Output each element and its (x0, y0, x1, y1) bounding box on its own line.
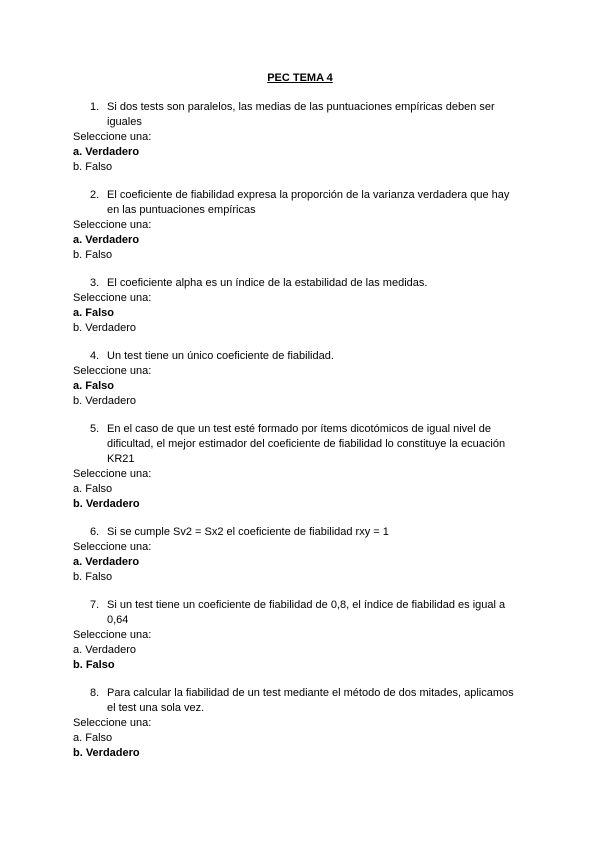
question-number: 1. (90, 101, 100, 113)
select-prompt: Seleccione una: (73, 292, 152, 304)
question-number: 6. (90, 526, 100, 538)
question-number: 8. (90, 687, 100, 699)
question-7 (73, 598, 523, 673)
question-number: 7. (90, 599, 100, 611)
select-prompt: Seleccione una: (73, 717, 152, 729)
question-number: 4. (90, 350, 100, 362)
question-5 (73, 422, 523, 512)
question-3 (73, 276, 523, 336)
selected-answer-option: a. Verdadero (73, 146, 140, 158)
question-statement: El coeficiente de fiabilidad expresa la proporción de la varianza verdadera que hay en las puntuaciones empíricas (107, 189, 510, 216)
question-statement: Si dos tests son paralelos, las medias de las puntuaciones empíricas deben ser iguales (107, 101, 495, 128)
selected-answer-option: a. Falso (73, 380, 114, 392)
question-2 (73, 188, 523, 263)
question-statement: Para calcular la fiabilidad de un test mediante el método de dos mitades, aplicamos el test una sola vez. (107, 687, 514, 714)
select-prompt: Seleccione una: (73, 219, 152, 231)
answer-option: b. Falso (73, 249, 113, 261)
question-8 (73, 686, 523, 761)
question-statement: En el caso de que un test esté formado por ítems dicotómicos de igual nivel de dificultad, el mejor estimador del coeficiente de fiabilidad lo constituye la ecuación KR21 (107, 423, 506, 465)
question-text (73, 349, 523, 364)
question-text (73, 188, 523, 218)
question-statement: Un test tiene un único coeficiente de fiabilidad. (107, 350, 334, 362)
selected-answer-option: b. Verdadero (73, 498, 140, 510)
selected-answer-option: a. Falso (73, 307, 114, 319)
question-1 (73, 100, 523, 175)
answer-option: b. Verdadero (73, 395, 136, 407)
answer-option: a. Falso (73, 732, 113, 744)
question-number: 3. (90, 277, 100, 289)
select-prompt: Seleccione una: (73, 468, 152, 480)
question-statement: Si un test tiene un coeficiente de fiabilidad de 0,8, el índice de fiabilidad es igual a 0,64 (107, 599, 506, 626)
question-statement: Si se cumple Sv2 = Sx2 el coeficiente de fiabilidad rxy = 1 (107, 526, 389, 538)
selected-answer-option: b. Falso (73, 659, 115, 671)
select-prompt: Seleccione una: (73, 629, 152, 641)
selected-answer-option: a. Verdadero (73, 234, 140, 246)
answer-option: b. Verdadero (73, 322, 136, 334)
question-statement: El coeficiente alpha es un índice de la estabilidad de las medidas. (107, 277, 428, 289)
selected-answer-option: b. Verdadero (73, 747, 140, 759)
select-prompt: Seleccione una: (73, 131, 152, 143)
question-6 (73, 525, 523, 585)
question-text (73, 525, 523, 540)
select-prompt: Seleccione una: (73, 365, 152, 377)
question-text (73, 100, 523, 130)
question-text (73, 686, 523, 716)
question-4 (73, 349, 523, 409)
page-title: PEC TEMA 4 (267, 72, 333, 84)
selected-answer-option: a. Verdadero (73, 556, 140, 568)
question-text (73, 422, 523, 467)
answer-option: b. Falso (73, 161, 113, 173)
answer-option: a. Verdadero (73, 644, 136, 656)
question-text (73, 276, 523, 291)
answer-option: b. Falso (73, 571, 113, 583)
question-number: 2. (90, 189, 100, 201)
answer-option: a. Falso (73, 483, 113, 495)
question-number: 5. (90, 423, 100, 435)
select-prompt: Seleccione una: (73, 541, 152, 553)
question-text (73, 598, 523, 628)
